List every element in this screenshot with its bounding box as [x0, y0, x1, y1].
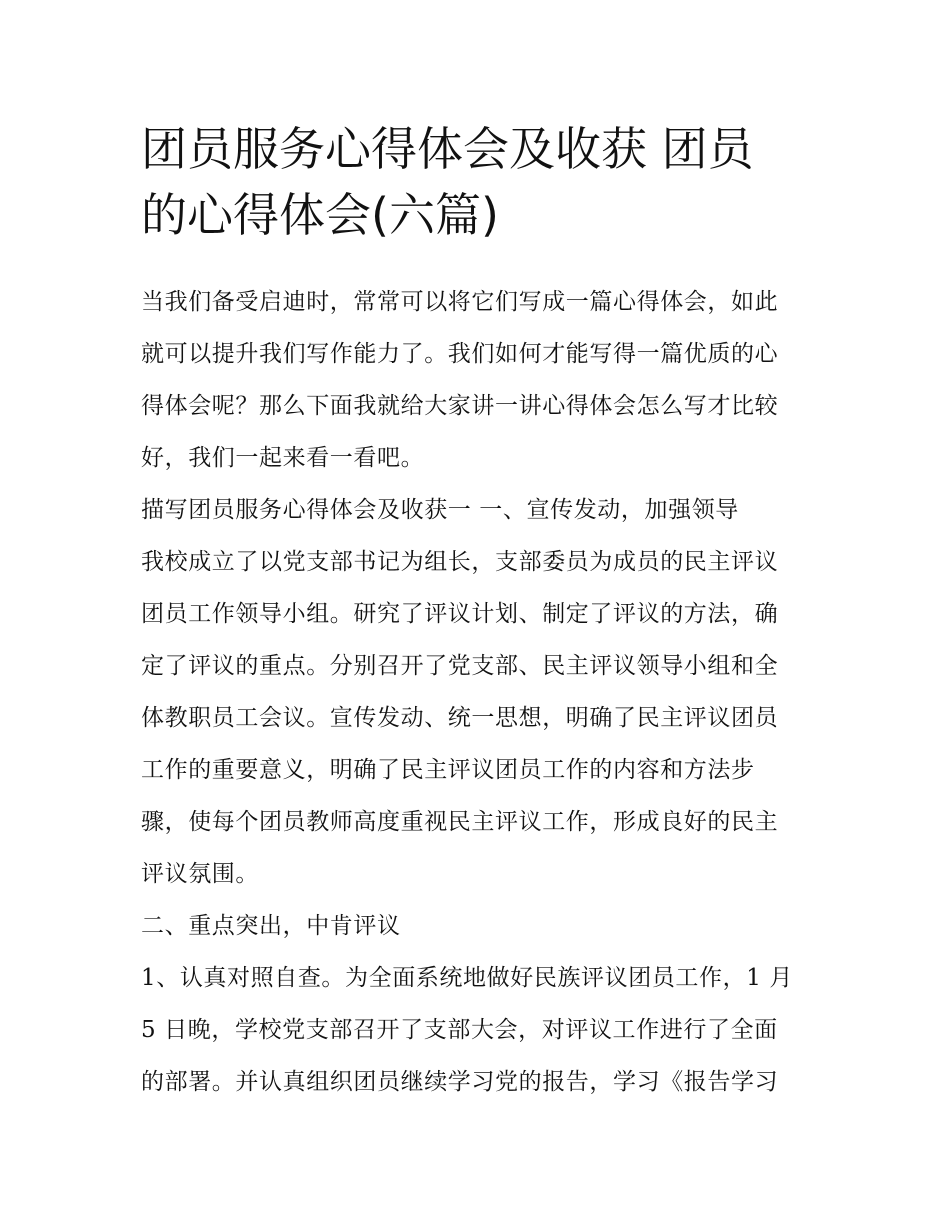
intro-line-1: 当我们备受启迪时，常常可以将它们写成一篇心得体会，如此 — [141, 289, 779, 315]
item-line-1: 1、认真对照自查。为全面系统地做好民族评议团员工作，1 月 — [141, 965, 793, 991]
section-heading-1: 描写团员服务心得体会及收获一 一、宣传发动，加强领导 — [141, 497, 739, 523]
intro-line-3: 得体会呢？那么下面我就给大家讲一讲心得体会怎么写才比较 — [141, 393, 779, 419]
paragraph-line-2: 团员工作领导小组。研究了评议计划、制定了评议的方法，确 — [141, 601, 779, 627]
paragraph-line-6: 骤，使每个团员教师高度重视民主评议工作，形成良好的民主 — [141, 809, 779, 835]
paragraph-line-3: 定了评议的重点。分别召开了党支部、民主评议领导小组和全 — [141, 653, 779, 679]
section-heading-2: 二、重点突出，中肯评议 — [141, 913, 401, 939]
document-body — [141, 276, 821, 1108]
intro-line-2: 就可以提升我们写作能力了。我们如何才能写得一篇优质的心 — [141, 341, 779, 367]
paragraph-line-4: 体教职员工会议。宣传发动、统一思想，明确了民主评议团员 — [141, 705, 779, 731]
paragraph-line-5: 工作的重要意义，明确了民主评议团员工作的内容和方法步 — [141, 757, 755, 783]
item-line-2: 5 日晚，学校党支部召开了支部大会，对评议工作进行了全面 — [141, 1017, 778, 1043]
document-title — [141, 116, 821, 248]
paragraph-line-7: 评议氛围。 — [141, 861, 259, 887]
title-line-2: 的心得体会(六篇) — [141, 188, 499, 242]
paragraph-line-1: 我校成立了以党支部书记为组长，支部委员为成员的民主评议 — [141, 549, 779, 575]
item-line-3: 的部署。并认真组织团员继续学习党的报告，学习《报告学习 — [141, 1069, 779, 1095]
title-line-1: 团员服务心得体会及收获 团员 — [141, 122, 754, 176]
intro-line-4: 好，我们一起来看一看吧。 — [141, 445, 425, 471]
